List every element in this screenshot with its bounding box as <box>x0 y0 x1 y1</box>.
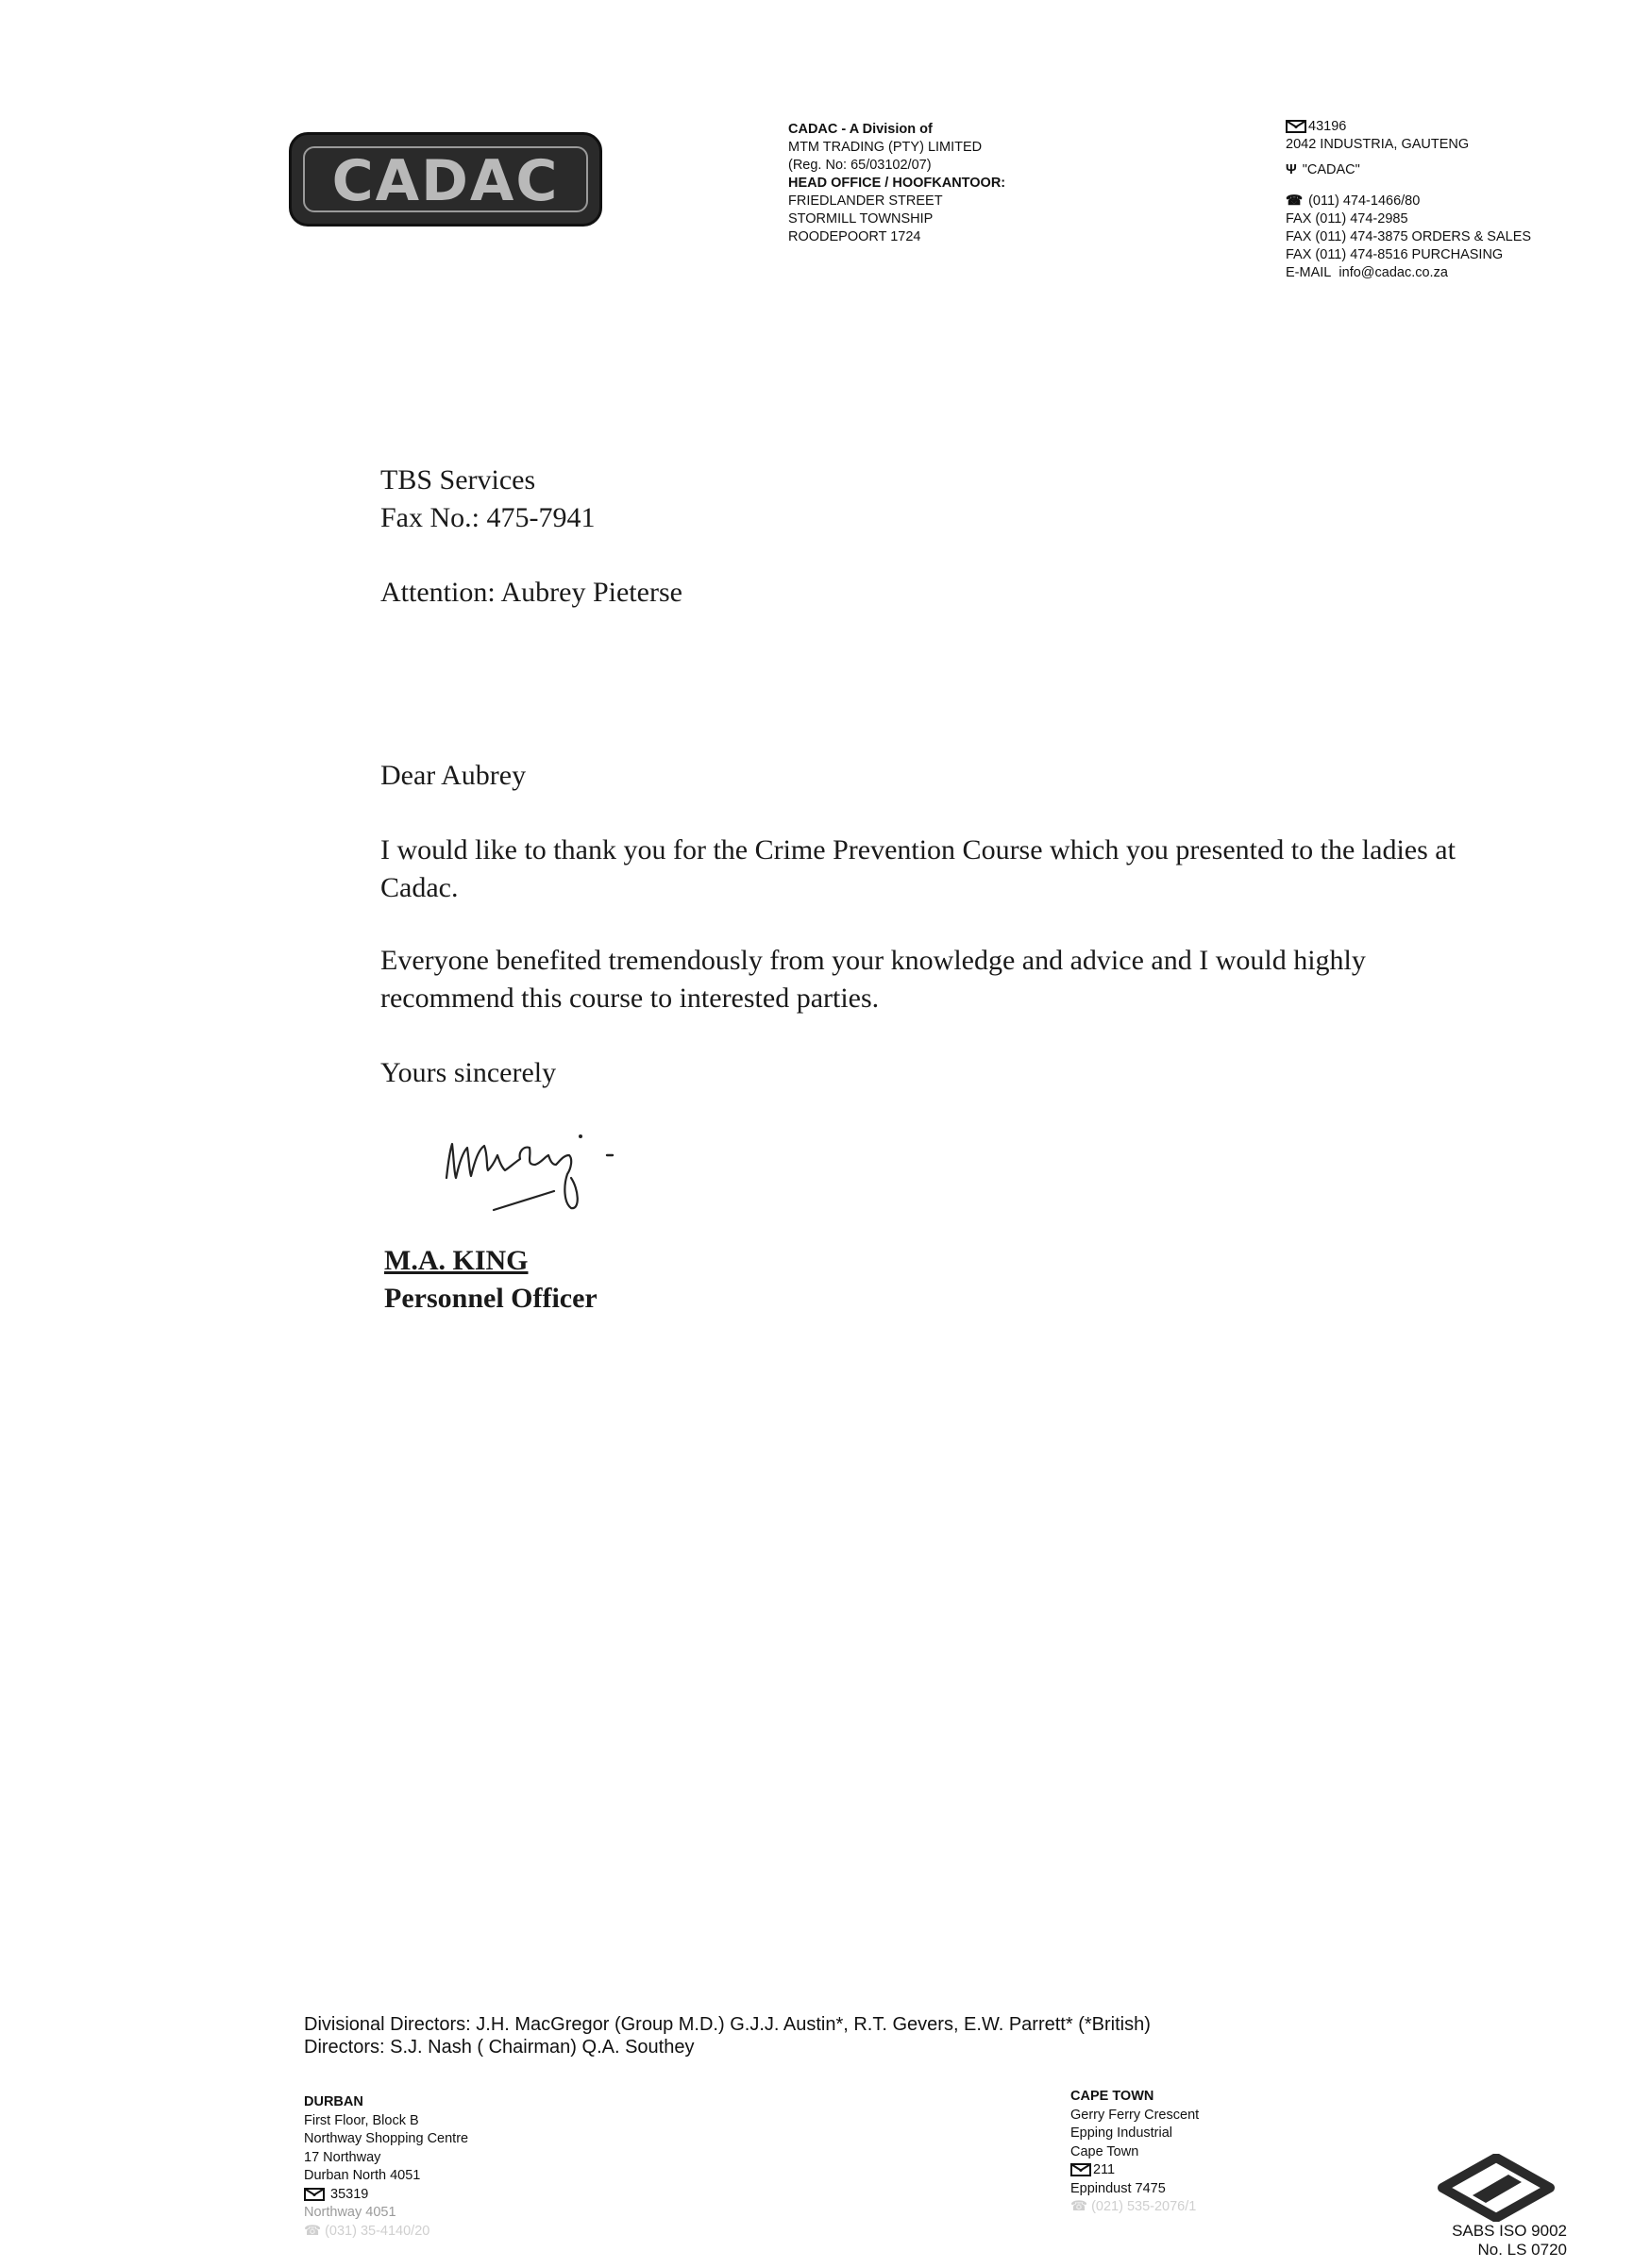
fax-purchasing: FAX (011) 474-8516 PURCHASING <box>1286 247 1504 262</box>
capetown-office <box>1070 2088 1199 2217</box>
durban-title: DURBAN <box>304 2094 363 2109</box>
iso-certification-text <box>1411 2222 1567 2260</box>
durban-line-6: Northway 4051 <box>304 2205 396 2220</box>
company-name: MTM TRADING (PTY) LIMITED <box>788 140 983 155</box>
company-contact-block <box>1286 118 1531 282</box>
signer-title: Personnel Officer <box>384 1283 598 1314</box>
head-office-label: HEAD OFFICE / HOOFKANTOOR: <box>788 176 1006 191</box>
durban-line-1: First Floor, Block B <box>304 2112 419 2128</box>
po-area: 2042 INDUSTRIA, GAUTENG <box>1286 137 1470 152</box>
iso-line-2: No. LS 0720 <box>1477 2241 1567 2259</box>
capetown-line-2: Epping Industrial <box>1070 2125 1173 2141</box>
durban-office <box>304 2093 468 2241</box>
capetown-line-1: Gerry Ferry Crescent <box>1070 2107 1200 2123</box>
telegraphic-address: "CADAC" <box>1302 162 1360 177</box>
durban-line-4: Durban North 4051 <box>304 2168 421 2183</box>
po-box: 43196 <box>1308 119 1347 134</box>
durban-faded-phone: ☎ (031) 35-4140/20 <box>304 2223 430 2239</box>
cadac-logo <box>289 132 602 227</box>
recipient-company: TBS Services <box>380 464 536 496</box>
body-paragraph-2: Everyone benefited tremendously from your knowledge and advice and I would highly recommend this course to interested parties. <box>380 945 1366 1014</box>
envelope-icon <box>1070 2163 1091 2176</box>
durban-line-3: 17 Northway <box>304 2149 381 2165</box>
iso-certification-logo <box>1435 2154 1557 2222</box>
capetown-line-5: Eppindust 7475 <box>1070 2180 1166 2196</box>
directors-block <box>304 2013 1151 2058</box>
directors: Directors: S.J. Nash ( Chairman) Q.A. Southey <box>304 2037 695 2058</box>
fax-general: FAX (011) 474-2985 <box>1286 211 1408 227</box>
email-label: E-MAIL <box>1286 265 1332 280</box>
divisional-directors: Divisional Directors: J.H. MacGregor (Group M.D.) G.J.J. Austin*, R.T. Gevers, E.W. Parrett* (*British) <box>304 2014 1151 2035</box>
recipient-block <box>380 462 596 537</box>
envelope-icon <box>1286 120 1306 133</box>
attention-line: Attention: Aubrey Pieterse <box>380 577 682 608</box>
durban-line-2: Northway Shopping Centre <box>304 2131 469 2146</box>
capetown-title: CAPE TOWN <box>1070 2089 1154 2104</box>
company-division: CADAC - A Division of <box>788 122 933 137</box>
address-city: ROODEPOORT 1724 <box>788 229 921 244</box>
company-address-block <box>788 121 1005 246</box>
address-street: FRIEDLANDER STREET <box>788 193 943 209</box>
logo-text: CADAC <box>331 148 560 214</box>
signer-name: M.A. KING <box>384 1245 529 1276</box>
fax-orders: FAX (011) 474-3875 ORDERS & SALES <box>1286 229 1532 244</box>
recipient-fax: Fax No.: 475-7941 <box>380 502 596 533</box>
closing: Yours sincerely <box>380 1057 557 1088</box>
telegraph-icon: Ψ <box>1286 162 1297 177</box>
body-paragraph-1: I would like to thank you for the Crime Prevention Course which you presented to the ladies at Cadac. <box>380 834 1456 903</box>
address-township: STORMILL TOWNSHIP <box>788 211 934 227</box>
capetown-line-3: Cape Town <box>1070 2143 1139 2159</box>
salutation: Dear Aubrey <box>380 760 527 791</box>
durban-line-5: 35319 <box>330 2186 369 2202</box>
envelope-icon <box>304 2188 325 2201</box>
capetown-line-4: 211 <box>1093 2162 1116 2177</box>
email-address: info@cadac.co.za <box>1339 265 1448 280</box>
telephone-number: (011) 474-1466/80 <box>1308 193 1421 209</box>
signature <box>439 1123 703 1232</box>
capetown-faded-phone: ☎ (021) 535-2076/1 <box>1070 2199 1197 2214</box>
iso-line-1: SABS ISO 9002 <box>1452 2222 1567 2240</box>
company-reg-no: (Reg. No: 65/03102/07) <box>788 158 932 173</box>
telephone-icon: ☎ <box>1286 193 1304 209</box>
